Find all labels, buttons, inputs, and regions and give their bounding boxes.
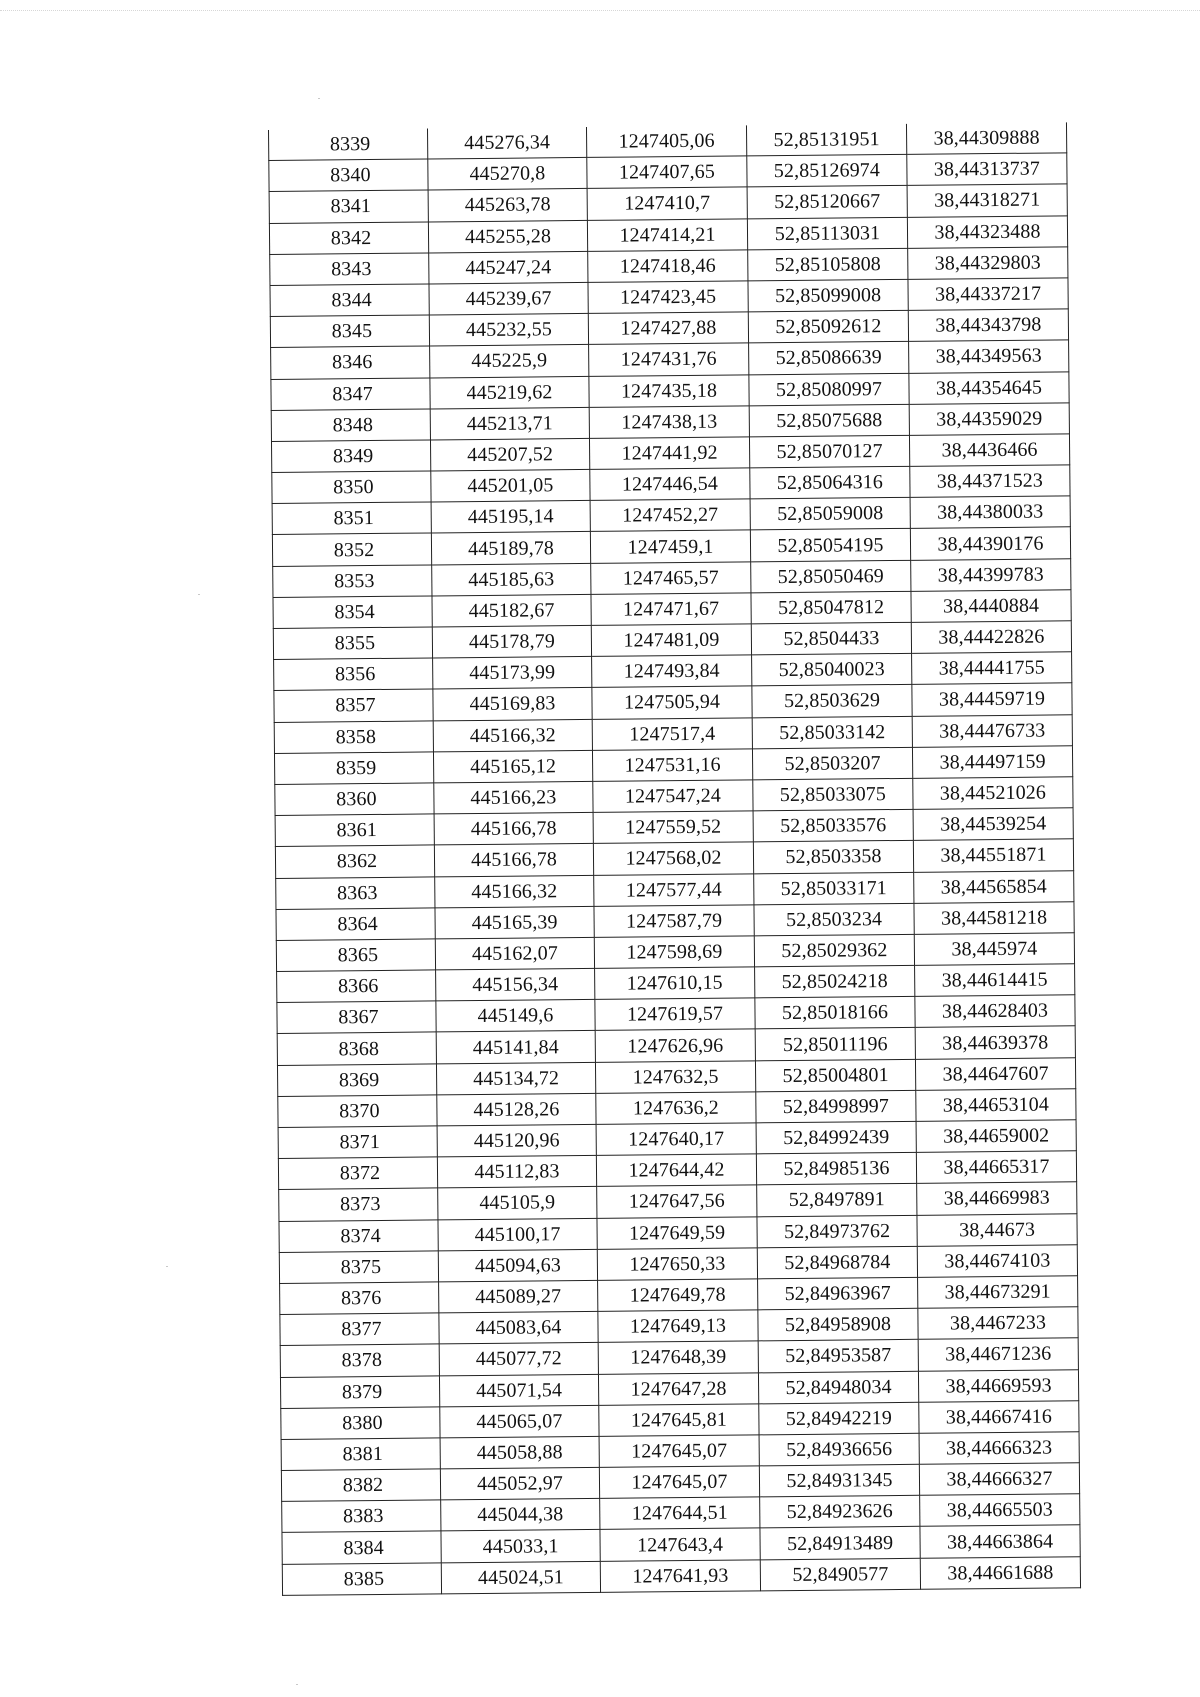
y-coordinate-cell: 1247531,16: [592, 749, 752, 782]
x-coordinate-cell: 445105,9: [438, 1187, 597, 1220]
y-coordinate-cell: 1247505,94: [592, 686, 752, 719]
y-coordinate-cell: 1247405,06: [586, 125, 746, 157]
latitude-cell: 52,84992439: [756, 1121, 916, 1154]
x-coordinate-cell: 445071,54: [439, 1374, 598, 1407]
y-coordinate-cell: 1247645,81: [599, 1404, 759, 1437]
y-coordinate-cell: 1247644,42: [596, 1154, 756, 1187]
y-coordinate-cell: 1247649,78: [598, 1279, 758, 1312]
longitude-cell: 38,44671236: [918, 1338, 1078, 1371]
point-number-cell: 8359: [274, 752, 433, 785]
point-number-cell: 8371: [278, 1126, 437, 1159]
latitude-cell: 52,85131951: [746, 124, 906, 156]
y-coordinate-cell: 1247644,51: [600, 1497, 760, 1530]
longitude-cell: 38,44399783: [911, 558, 1071, 591]
latitude-cell: 52,84958908: [758, 1308, 918, 1341]
latitude-cell: 52,85092612: [748, 310, 908, 343]
longitude-cell: 38,44551871: [913, 839, 1073, 872]
point-number-cell: 8360: [275, 783, 434, 816]
point-number-cell: 8379: [280, 1375, 439, 1408]
scan-speck: [296, 1684, 298, 1685]
latitude-cell: 52,84942219: [759, 1402, 919, 1435]
point-number-cell: 8349: [271, 440, 430, 473]
point-number-cell: 8372: [278, 1157, 437, 1190]
longitude-cell: 38,44539254: [913, 808, 1073, 841]
point-number-cell: 8365: [276, 939, 435, 972]
y-coordinate-cell: 1247407,65: [587, 156, 747, 189]
x-coordinate-cell: 445182,67: [432, 594, 591, 627]
x-coordinate-cell: 445089,27: [439, 1280, 598, 1313]
longitude-cell: 38,44318271: [907, 184, 1067, 217]
x-coordinate-cell: 445201,05: [431, 469, 590, 502]
latitude-cell: 52,85054195: [750, 529, 910, 562]
point-number-cell: 8381: [281, 1438, 440, 1471]
x-coordinate-cell: 445077,72: [439, 1343, 598, 1376]
point-number-cell: 8348: [271, 409, 430, 442]
x-coordinate-cell: 445185,63: [432, 563, 591, 596]
longitude-cell: 38,44659002: [916, 1120, 1076, 1153]
latitude-cell: 52,84913489: [760, 1527, 920, 1560]
x-coordinate-cell: 445065,07: [440, 1405, 599, 1438]
x-coordinate-cell: 445033,1: [441, 1530, 600, 1563]
point-number-cell: 8378: [280, 1344, 439, 1377]
x-coordinate-cell: 445083,64: [439, 1312, 598, 1345]
latitude-cell: 52,85040023: [752, 654, 912, 687]
x-coordinate-cell: 445276,34: [427, 127, 586, 159]
x-coordinate-cell: 445100,17: [438, 1218, 597, 1251]
x-coordinate-cell: 445239,67: [429, 282, 588, 315]
latitude-cell: 52,85047812: [751, 591, 911, 624]
y-coordinate-cell: 1247577,44: [594, 873, 754, 906]
y-coordinate-cell: 1247471,67: [591, 593, 751, 626]
y-coordinate-cell: 1247446,54: [590, 468, 750, 501]
x-coordinate-cell: 445213,71: [430, 407, 589, 440]
longitude-cell: 38,44639378: [915, 1026, 1075, 1059]
latitude-cell: 52,85080997: [749, 373, 909, 406]
scan-speck: [318, 98, 320, 99]
scan-speck: [166, 1266, 168, 1267]
latitude-cell: 52,85050469: [751, 560, 911, 593]
latitude-cell: 52,85113031: [747, 217, 907, 250]
longitude-cell: 38,44323488: [907, 215, 1067, 248]
longitude-cell: 38,44497159: [912, 746, 1072, 779]
y-coordinate-cell: 1247410,7: [587, 187, 747, 220]
y-coordinate-cell: 1247641,93: [600, 1559, 760, 1592]
longitude-cell: 38,4467233: [918, 1307, 1078, 1340]
point-number-cell: 8374: [279, 1219, 438, 1252]
x-coordinate-cell: 445165,12: [433, 750, 592, 783]
latitude-cell: 52,85004801: [755, 1059, 915, 1092]
y-coordinate-cell: 1247423,45: [588, 281, 748, 314]
x-coordinate-cell: 445058,88: [440, 1436, 599, 1469]
latitude-cell: 52,85064316: [750, 466, 910, 499]
y-coordinate-cell: 1247648,39: [598, 1341, 758, 1374]
latitude-cell: 52,84948034: [758, 1371, 918, 1404]
latitude-cell: 52,84985136: [756, 1153, 916, 1186]
y-coordinate-cell: 1247649,59: [597, 1216, 757, 1249]
point-number-cell: 8383: [282, 1500, 441, 1533]
point-number-cell: 8370: [278, 1095, 437, 1128]
point-number-cell: 8366: [277, 970, 436, 1003]
longitude-cell: 38,44329803: [908, 247, 1068, 280]
latitude-cell: 52,84968784: [757, 1246, 917, 1279]
longitude-cell: 38,44371523: [910, 465, 1070, 498]
latitude-cell: 52,85075688: [749, 404, 909, 437]
y-coordinate-cell: 1247493,84: [592, 655, 752, 688]
latitude-cell: 52,85033576: [753, 809, 913, 842]
point-number-cell: 8364: [276, 908, 435, 941]
x-coordinate-cell: 445219,62: [430, 376, 589, 409]
latitude-cell: 52,85011196: [755, 1028, 915, 1061]
longitude-cell: 38,44581218: [914, 901, 1074, 934]
latitude-cell: 52,84931345: [759, 1464, 919, 1497]
y-coordinate-cell: 1247647,56: [597, 1185, 757, 1218]
x-coordinate-cell: 445207,52: [430, 438, 589, 471]
longitude-cell: 38,44673: [917, 1213, 1077, 1246]
y-coordinate-cell: 1247568,02: [593, 842, 753, 875]
point-number-cell: 8351: [272, 502, 431, 535]
latitude-cell: 52,84936656: [759, 1433, 919, 1466]
point-number-cell: 8361: [275, 814, 434, 847]
point-number-cell: 8347: [271, 377, 430, 410]
y-coordinate-cell: 1247418,46: [588, 250, 748, 283]
point-number-cell: 8363: [276, 876, 435, 909]
latitude-cell: 52,85018166: [755, 997, 915, 1030]
longitude-cell: 38,44337217: [908, 278, 1068, 311]
y-coordinate-cell: 1247645,07: [599, 1466, 759, 1499]
longitude-cell: 38,44667416: [919, 1400, 1079, 1433]
longitude-cell: 38,445974: [914, 933, 1074, 966]
longitude-cell: 38,44343798: [908, 309, 1068, 342]
y-coordinate-cell: 1247431,76: [589, 343, 749, 376]
coordinates-table: [268, 122, 1081, 1595]
point-number-cell: 8346: [271, 346, 430, 379]
point-number-cell: 8369: [277, 1064, 436, 1097]
x-coordinate-cell: 445052,97: [440, 1467, 599, 1500]
point-number-cell: 8357: [274, 689, 433, 722]
latitude-cell: 52,85086639: [749, 342, 909, 375]
y-coordinate-cell: 1247610,15: [595, 967, 755, 1000]
y-coordinate-cell: 1247517,4: [592, 717, 752, 750]
y-coordinate-cell: 1247632,5: [595, 1060, 755, 1093]
latitude-cell: 52,85033142: [752, 716, 912, 749]
longitude-cell: 38,44459719: [912, 683, 1072, 716]
document-page: [268, 122, 1080, 1595]
latitude-cell: 52,85033171: [754, 872, 914, 905]
latitude-cell: 52,85099008: [748, 279, 908, 312]
latitude-cell: 52,85120667: [747, 186, 907, 219]
x-coordinate-cell: 445166,23: [434, 781, 593, 814]
x-coordinate-cell: 445149,6: [436, 1000, 595, 1033]
point-number-cell: 8339: [268, 128, 427, 160]
y-coordinate-cell: 1247649,13: [598, 1310, 758, 1343]
y-coordinate-cell: 1247636,2: [596, 1092, 756, 1125]
longitude-cell: 38,44663864: [920, 1525, 1080, 1558]
y-coordinate-cell: 1247414,21: [587, 218, 747, 251]
point-number-cell: 8358: [274, 721, 433, 754]
y-coordinate-cell: 1247643,4: [600, 1528, 760, 1561]
x-coordinate-cell: 445141,84: [436, 1031, 595, 1064]
coordinates-table-body: [268, 122, 1080, 1595]
point-number-cell: 8377: [280, 1313, 439, 1346]
latitude-cell: 52,84973762: [757, 1215, 917, 1248]
point-number-cell: 8382: [281, 1469, 440, 1502]
longitude-cell: 38,44380033: [910, 496, 1070, 529]
y-coordinate-cell: 1247459,1: [590, 530, 750, 563]
x-coordinate-cell: 445134,72: [436, 1062, 595, 1095]
point-number-cell: 8380: [281, 1407, 440, 1440]
latitude-cell: 52,85070127: [749, 435, 909, 468]
x-coordinate-cell: 445232,55: [429, 314, 588, 347]
point-number-cell: 8353: [273, 565, 432, 598]
point-number-cell: 8367: [277, 1001, 436, 1034]
latitude-cell: 52,85059008: [750, 498, 910, 531]
longitude-cell: 38,4440884: [911, 590, 1071, 623]
y-coordinate-cell: 1247598,69: [594, 936, 754, 969]
point-number-cell: 8362: [275, 845, 434, 878]
longitude-cell: 38,44666323: [919, 1432, 1079, 1465]
longitude-cell: 38,44647607: [915, 1057, 1075, 1090]
longitude-cell: 38,44354645: [909, 371, 1069, 404]
latitude-cell: 52,8503358: [753, 841, 913, 874]
x-coordinate-cell: 445189,78: [431, 532, 590, 565]
point-number-cell: 8373: [279, 1188, 438, 1221]
x-coordinate-cell: 445169,83: [433, 688, 592, 721]
x-coordinate-cell: 445120,96: [437, 1124, 596, 1157]
latitude-cell: 52,85126974: [747, 155, 907, 188]
latitude-cell: 52,8503207: [752, 747, 912, 780]
point-number-cell: 8375: [279, 1251, 438, 1284]
point-number-cell: 8344: [270, 284, 429, 317]
y-coordinate-cell: 1247452,27: [590, 499, 750, 532]
point-number-cell: 8356: [274, 658, 433, 691]
y-coordinate-cell: 1247619,57: [595, 998, 755, 1031]
latitude-cell: 52,84953587: [758, 1340, 918, 1373]
y-coordinate-cell: 1247587,79: [594, 905, 754, 938]
y-coordinate-cell: 1247640,17: [596, 1123, 756, 1156]
x-coordinate-cell: 445162,07: [435, 937, 594, 970]
point-number-cell: 8341: [269, 190, 428, 223]
longitude-cell: 38,44349563: [909, 340, 1069, 373]
x-coordinate-cell: 445094,63: [438, 1249, 597, 1282]
latitude-cell: 52,85033075: [753, 778, 913, 811]
x-coordinate-cell: 445156,34: [436, 968, 595, 1001]
point-number-cell: 8352: [272, 533, 431, 566]
x-coordinate-cell: 445044,38: [441, 1499, 600, 1532]
point-number-cell: 8355: [273, 627, 432, 660]
longitude-cell: 38,44661688: [920, 1556, 1080, 1589]
latitude-cell: 52,8490577: [760, 1558, 920, 1591]
point-number-cell: 8343: [270, 253, 429, 286]
point-number-cell: 8384: [282, 1531, 441, 1564]
y-coordinate-cell: 1247650,33: [597, 1248, 757, 1281]
longitude-cell: 38,44476733: [912, 714, 1072, 747]
longitude-cell: 38,44673291: [918, 1276, 1078, 1309]
latitude-cell: 52,85029362: [754, 934, 914, 967]
y-coordinate-cell: 1247435,18: [589, 374, 749, 407]
longitude-cell: 38,44666327: [919, 1463, 1079, 1496]
latitude-cell: 52,84923626: [760, 1496, 920, 1529]
longitude-cell: 38,44521026: [913, 777, 1073, 810]
scan-edge-line: [0, 10, 1200, 11]
longitude-cell: 38,44628403: [915, 995, 1075, 1028]
x-coordinate-cell: 445173,99: [433, 657, 592, 690]
point-number-cell: 8376: [280, 1282, 439, 1315]
longitude-cell: 38,44669593: [918, 1369, 1078, 1402]
x-coordinate-cell: 445195,14: [431, 501, 590, 534]
latitude-cell: 52,85024218: [755, 965, 915, 998]
longitude-cell: 38,44614415: [915, 964, 1075, 997]
x-coordinate-cell: 445255,28: [428, 220, 587, 253]
point-number-cell: 8342: [269, 222, 428, 255]
y-coordinate-cell: 1247626,96: [595, 1029, 755, 1062]
x-coordinate-cell: 445263,78: [428, 189, 587, 222]
point-number-cell: 8345: [270, 315, 429, 348]
latitude-cell: 52,8504433: [751, 622, 911, 655]
table-row: [282, 1556, 1080, 1595]
longitude-cell: 38,44674103: [917, 1245, 1077, 1278]
y-coordinate-cell: 1247427,88: [588, 312, 748, 345]
y-coordinate-cell: 1247481,09: [591, 624, 751, 657]
point-number-cell: 8350: [272, 471, 431, 504]
longitude-cell: 38,44441755: [912, 652, 1072, 685]
x-coordinate-cell: 445166,78: [434, 813, 593, 846]
longitude-cell: 38,44565854: [914, 870, 1074, 903]
x-coordinate-cell: 445247,24: [429, 251, 588, 284]
scan-speck: [198, 594, 200, 595]
latitude-cell: 52,84963967: [758, 1277, 918, 1310]
x-coordinate-cell: 445166,32: [435, 875, 594, 908]
longitude-cell: 38,44309888: [906, 122, 1066, 154]
longitude-cell: 38,44653104: [916, 1089, 1076, 1122]
y-coordinate-cell: 1247438,13: [589, 406, 749, 439]
latitude-cell: 52,84998997: [756, 1090, 916, 1123]
y-coordinate-cell: 1247465,57: [591, 562, 751, 595]
y-coordinate-cell: 1247547,24: [593, 780, 753, 813]
point-number-cell: 8368: [277, 1032, 436, 1065]
longitude-cell: 38,44359029: [909, 403, 1069, 436]
x-coordinate-cell: 445166,32: [433, 719, 592, 752]
longitude-cell: 38,44665317: [916, 1151, 1076, 1184]
longitude-cell: 38,44665503: [920, 1494, 1080, 1527]
y-coordinate-cell: 1247441,92: [589, 437, 749, 470]
y-coordinate-cell: 1247647,28: [598, 1372, 758, 1405]
x-coordinate-cell: 445270,8: [428, 158, 587, 191]
y-coordinate-cell: 1247645,07: [599, 1435, 759, 1468]
point-number-cell: 8354: [273, 596, 432, 629]
point-number-cell: 8340: [269, 159, 428, 192]
x-coordinate-cell: 445225,9: [430, 345, 589, 378]
longitude-cell: 38,44669983: [917, 1182, 1077, 1215]
latitude-cell: 52,8497891: [757, 1184, 917, 1217]
longitude-cell: 38,4436466: [909, 434, 1069, 467]
x-coordinate-cell: 445128,26: [437, 1093, 596, 1126]
longitude-cell: 38,44390176: [910, 527, 1070, 560]
latitude-cell: 52,8503234: [754, 903, 914, 936]
point-number-cell: 8385: [282, 1563, 441, 1596]
x-coordinate-cell: 445166,78: [434, 844, 593, 877]
longitude-cell: 38,44422826: [911, 621, 1071, 654]
x-coordinate-cell: 445112,83: [437, 1156, 596, 1189]
x-coordinate-cell: 445165,39: [435, 906, 594, 939]
x-coordinate-cell: 445024,51: [441, 1561, 600, 1594]
latitude-cell: 52,85105808: [748, 248, 908, 281]
y-coordinate-cell: 1247559,52: [593, 811, 753, 844]
x-coordinate-cell: 445178,79: [432, 625, 591, 658]
latitude-cell: 52,8503629: [752, 685, 912, 718]
longitude-cell: 38,44313737: [907, 153, 1067, 186]
